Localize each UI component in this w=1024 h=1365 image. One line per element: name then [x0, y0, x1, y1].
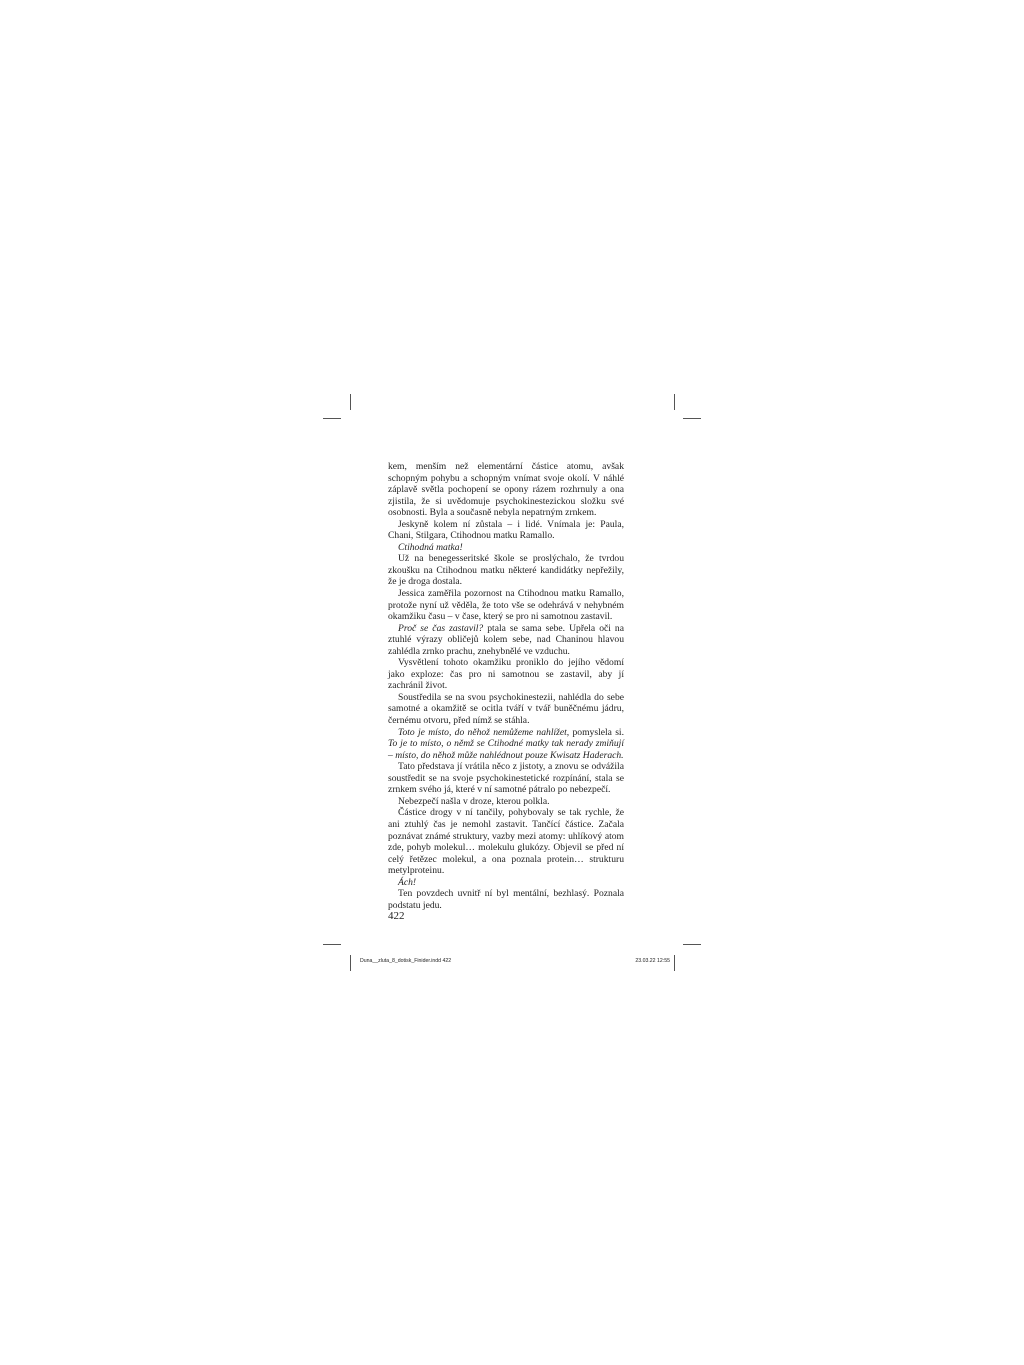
text-run: Už na benegesseritské škole se proslýchalo, že tvrdou zkoušku na Ctihodnou matku některé kandidátky nepřežily, že je droga dostala. — [388, 553, 624, 588]
page-number: 422 — [388, 910, 405, 922]
paragraph — [388, 807, 624, 876]
text-run: Jessica zaměřila pozornost na Ctihodnou matku Ramallo, protože nyní už věděla, že toto vše se odehrává v nehybném okamžiku času – v čase, který se pro ni samotnou zastavil. — [388, 588, 624, 623]
crop-mark-bottom-right-horizontal — [683, 944, 701, 945]
paragraph — [388, 761, 624, 796]
text-run: Jeskyně kolem ní zůstala – i lidé. Vnímala je: Paula, Chani, Stilgara, Ctihodnou matku Ramallo. — [388, 518, 624, 542]
page-body-text — [388, 461, 624, 911]
crop-mark-top-left-horizontal — [323, 418, 341, 419]
paragraph — [388, 692, 624, 727]
crop-mark-top-right-vertical — [674, 394, 675, 410]
paragraph — [388, 888, 624, 911]
text-run: kem, menším než elementární částice atomu, avšak schopným pohybu a schopným vnímat svoje okolí. V náhlé záplavě světla pochopení se opony rázem rozhrnuly a ona zjistila, že si uvědomuje psychokinestezickou složku své osobnosti. Byla a současně nebyla nepatrným zrnkem. — [388, 461, 624, 519]
text-run: pomyslela si. — [569, 726, 624, 738]
crop-mark-top-left-vertical — [350, 394, 351, 410]
text-run: Tato představa jí vrátila něco z jistoty, a znovu se odvážila soustředit se na svoje psychokinestetické rozpínání, stala se zrnkem svého já, které v ní samotné pátralo po nebezpečí. — [388, 761, 624, 796]
paragraph — [388, 727, 624, 762]
text-run: Soustředila se na svou psychokinestezii, nahlédla do sebe samotné a okamžitě se ocitla tváří v tvář buněčnému jádru, černému otvoru, před nímž se stáhla. — [388, 691, 624, 727]
paragraph — [388, 877, 624, 889]
text-run: Částice drogy v ní tančily, pohybovaly se tak rychle, že ani ztuhlý čas je nemohl zastavit. Tančící částice. Začala poznávat známé struktury, vazby mezi atomy: uhlíkový atom zde, pohyb molekul… molekulu glukózy. Objevil se před ní celý řetězec molekul, a ona poznala protein… strukturu metylproteinu. — [388, 807, 624, 877]
italic-text-run: Proč se čas zastavil? — [398, 622, 484, 634]
paragraph — [388, 553, 624, 588]
text-run: Nebezpečí našla v droze, kterou polkla. — [398, 795, 550, 807]
paragraph — [388, 461, 624, 519]
print-slug-filename: Duna__zluta_8_dotisk_Finider.indd 422 — [360, 958, 452, 964]
crop-mark-bottom-left-vertical — [350, 955, 351, 971]
crop-mark-bottom-left-horizontal — [323, 944, 341, 945]
paragraph — [388, 796, 624, 808]
italic-text-run: Toto je místo, do něhož nemůžeme nahlížet, — [398, 726, 570, 738]
paragraph — [388, 623, 624, 658]
crop-mark-bottom-right-vertical — [674, 955, 675, 971]
print-slug-timestamp: 23.03.22 12:55 — [635, 958, 670, 964]
text-run: ptala se sama sebe. Upřela oči na ztuhlé výrazy obličejů kolem sebe, nad Chaninou hlavou zahlédla zrnko prachu, znehybnělé ve vzduchu. — [388, 622, 624, 657]
paragraph — [388, 657, 624, 692]
paragraph — [388, 542, 624, 554]
italic-text-run: To je to místo, o němž se Ctihodné matky tak nerady zmiňují – místo, do něhož může nahlédnout pouze Kwisatz Haderach. — [388, 738, 624, 761]
paragraph — [388, 519, 624, 542]
italic-text-run: Ctihodná matka! — [398, 541, 463, 553]
text-run: Vysvětlení tohoto okamžiku proniklo do jejího vědomí jako exploze: čas pro ni samotnou se zastavil, aby jí zachránil život. — [388, 657, 624, 692]
paragraph — [388, 588, 624, 623]
text-run: Ten povzdech uvnitř ní byl mentální, bezhlasý. Poznala podstatu jedu. — [388, 888, 624, 911]
italic-text-run: Ách! — [398, 876, 417, 888]
crop-mark-top-right-horizontal — [683, 418, 701, 419]
